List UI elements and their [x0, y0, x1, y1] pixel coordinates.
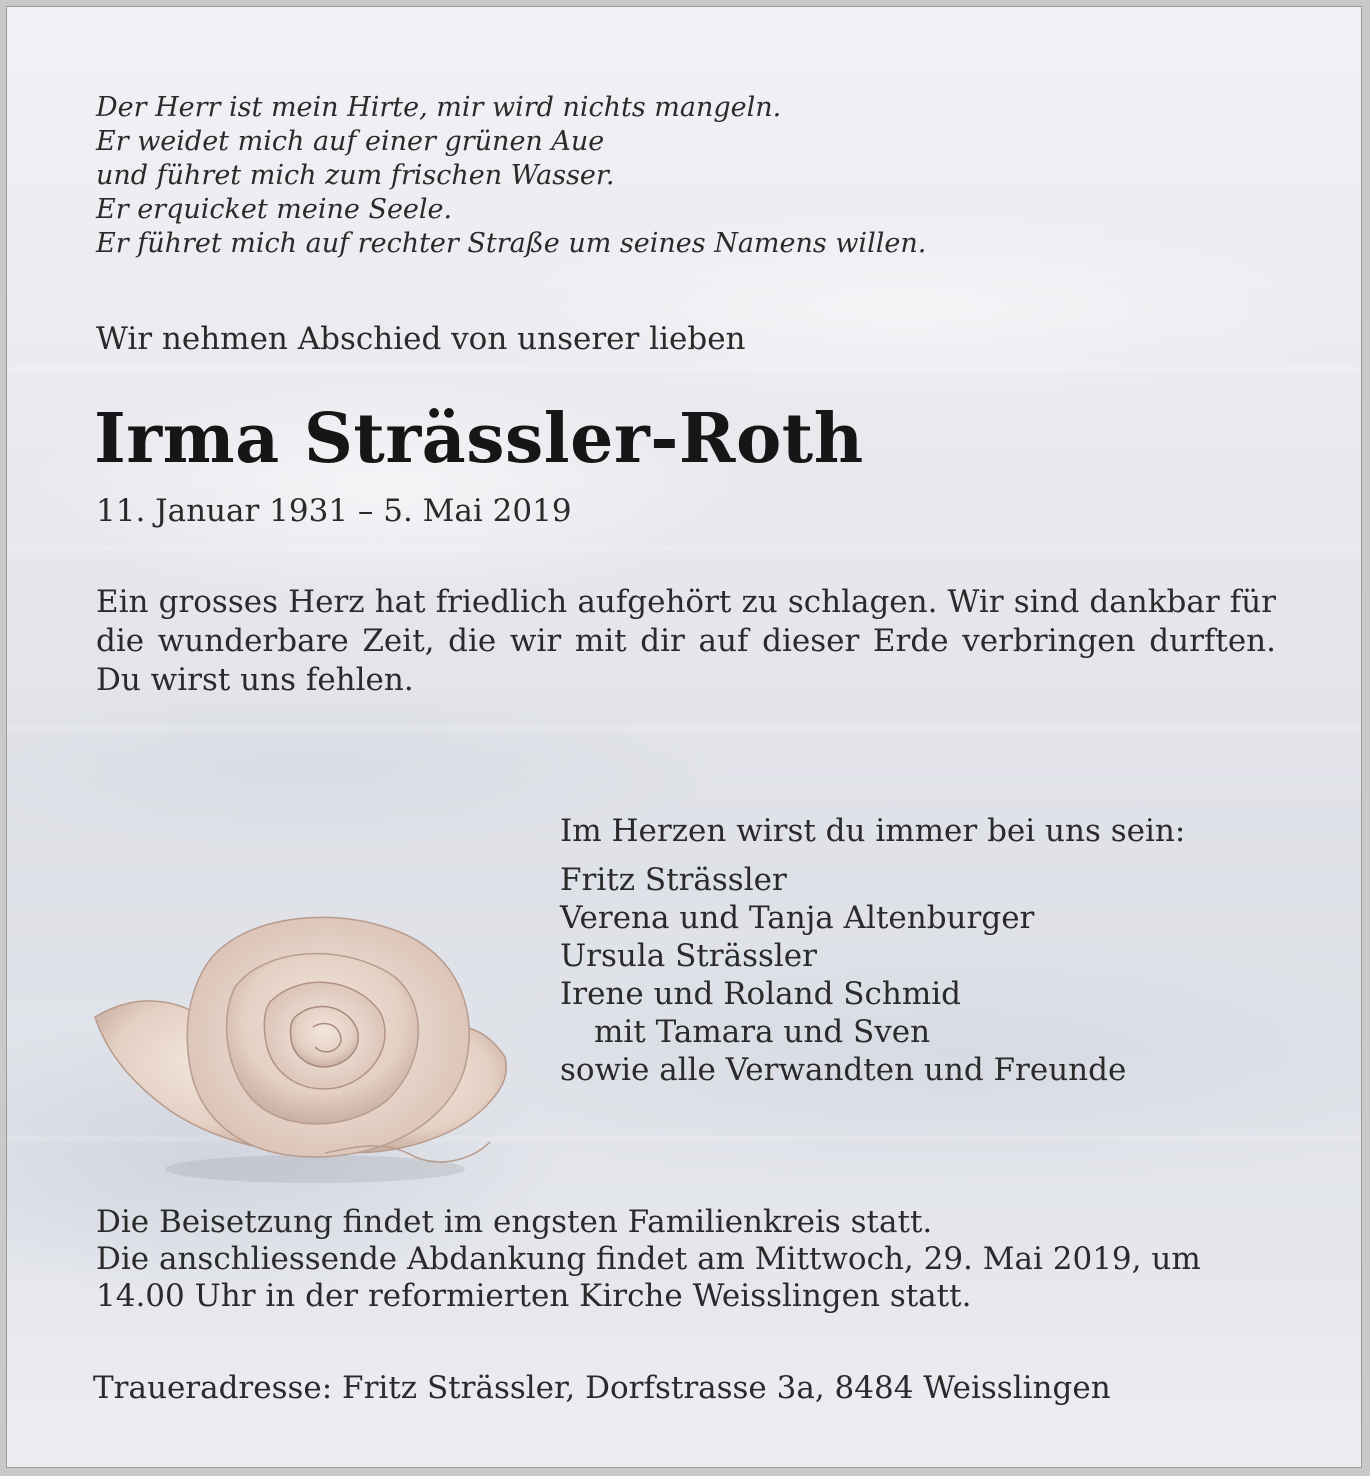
family-member: Verena und Tanja Altenburger — [560, 900, 1035, 936]
psalm-line: und führet mich zum frischen Wasser. — [96, 160, 615, 191]
psalm-verse — [96, 91, 926, 261]
obituary-card — [6, 6, 1362, 1468]
memorial-message: Ein grosses Herz hat friedlich aufgehört zu schlagen. Wir sind dankbar für die wunderbare Zeit, die wir mit dir auf dieser Erde verbringen durften. Du wirst uns fehlen. — [96, 584, 1276, 698]
funeral-notice — [96, 1204, 1201, 1315]
family-member: sowie alle Verwandten und Freunde — [560, 1052, 1127, 1088]
psalm-line: Er erquicket meine Seele. — [96, 194, 453, 225]
family-section — [560, 813, 1185, 1089]
family-heading: Im Herzen wirst du immer bei uns sein: — [560, 813, 1186, 849]
background-wave — [7, 547, 1361, 550]
mourning-address: Traueradresse: Fritz Strässler, Dorfstrasse 3a, 8484 Weisslingen — [93, 1370, 1111, 1406]
background-wave — [7, 367, 1361, 370]
family-list — [560, 861, 1185, 1089]
funeral-line: Die Beisetzung findet im engsten Familienkreis statt. — [96, 1204, 933, 1240]
family-member: Fritz Strässler — [560, 862, 787, 898]
rose-icon — [85, 907, 515, 1187]
family-member: mit Tamara und Sven — [594, 1014, 931, 1050]
psalm-line: Er weidet mich auf einer grünen Aue — [96, 126, 605, 157]
intro-text: Wir nehmen Abschied von unserer lieben — [96, 321, 746, 357]
funeral-line: 14.00 Uhr in der reformierten Kirche Weisslingen statt. — [96, 1278, 972, 1314]
family-member: Irene und Roland Schmid — [560, 976, 961, 1012]
family-member: Ursula Strässler — [560, 938, 817, 974]
funeral-line: Die anschliessende Abdankung findet am Mittwoch, 29. Mai 2019, um — [96, 1241, 1201, 1277]
deceased-name: Irma Strässler-Roth — [94, 399, 864, 479]
psalm-line: Der Herr ist mein Hirte, mir wird nichts mangeln. — [96, 92, 782, 123]
life-dates: 11. Januar 1931 – 5. Mai 2019 — [96, 493, 572, 529]
psalm-line: Er führet mich auf rechter Straße um seines Namens willen. — [96, 228, 927, 259]
background-wave — [7, 727, 1361, 730]
